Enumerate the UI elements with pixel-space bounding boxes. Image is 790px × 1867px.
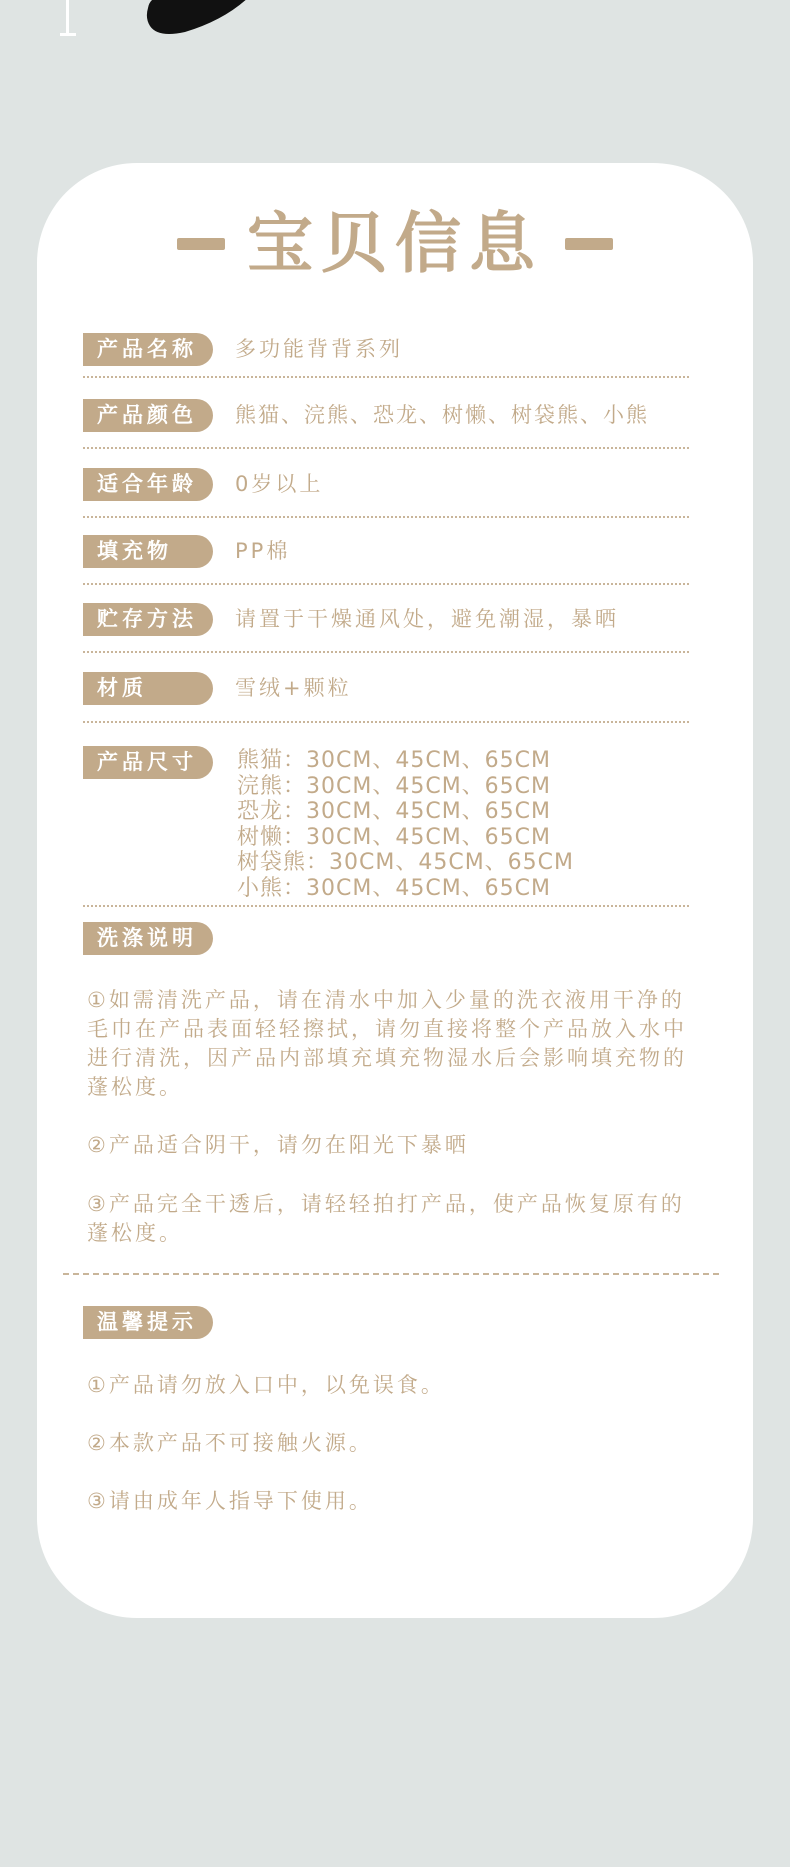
top-decoration bbox=[0, 0, 790, 60]
title-dash-right bbox=[565, 238, 613, 250]
row-value: 多功能背背系列 bbox=[235, 337, 403, 361]
row-label: 产品名称 bbox=[83, 333, 213, 366]
row-divider bbox=[83, 905, 689, 907]
tips-label: 温馨提示 bbox=[83, 1306, 213, 1339]
row-divider bbox=[83, 447, 689, 449]
size-line: 浣熊：30CM、45CM、65CM bbox=[237, 773, 552, 799]
row-label: 贮存方法 bbox=[83, 603, 213, 636]
size-list bbox=[237, 748, 574, 901]
size-line: 小熊：30CM、45CM、65CM bbox=[237, 875, 552, 901]
row-label: 产品尺寸 bbox=[83, 746, 213, 779]
row-label: 填充物 bbox=[83, 535, 213, 568]
washing-item: ②产品适合阴干，请勿在阳光下暴晒 bbox=[87, 1133, 469, 1157]
info-card bbox=[37, 163, 753, 1618]
row-value: 熊猫、浣熊、恐龙、树懒、树袋熊、小熊 bbox=[235, 403, 649, 427]
tips-item: ①产品请勿放入口中，以免误食。 bbox=[87, 1373, 445, 1397]
row-value: 0岁以上 bbox=[235, 472, 324, 496]
row-label: 适合年龄 bbox=[83, 468, 213, 501]
row-divider bbox=[83, 516, 689, 518]
row-label: 材质 bbox=[83, 672, 213, 705]
size-line: 树懒：30CM、45CM、65CM bbox=[237, 824, 552, 850]
size-line: 树袋熊：30CM、45CM、65CM bbox=[237, 850, 575, 875]
tips-item: ②本款产品不可接触火源。 bbox=[87, 1431, 373, 1455]
tips-item: ③请由成年人指导下使用。 bbox=[87, 1489, 373, 1513]
row-label: 产品颜色 bbox=[83, 399, 213, 432]
row-divider bbox=[83, 721, 689, 723]
row-value: 请置于干燥通风处，避免潮湿，暴晒 bbox=[235, 607, 619, 631]
washing-item: ③产品完全干透后，请轻轻拍打产品，使产品恢复原有的蓬松度。 bbox=[87, 1192, 685, 1245]
page-title: 宝贝信息 bbox=[247, 205, 543, 282]
size-line: 熊猫：30CM、45CM、65CM bbox=[237, 748, 552, 773]
title-dash-left bbox=[177, 238, 225, 250]
row-divider bbox=[83, 651, 689, 653]
section-divider bbox=[63, 1273, 719, 1275]
card-title bbox=[37, 199, 753, 289]
row-divider bbox=[83, 376, 689, 378]
washing-item: ①如需清洗产品，请在清水中加入少量的洗衣液用干净的毛巾在产品表面轻轻擦拭，请勿直接将整个产品放入水中进行清洗，因产品内部填充填充物湿水后会影响填充物的蓬松度。 bbox=[87, 988, 687, 1099]
washing-label: 洗涤说明 bbox=[83, 922, 213, 955]
row-divider bbox=[83, 583, 689, 585]
row-value: 雪绒+颗粒 bbox=[235, 676, 352, 700]
row-value: PP棉 bbox=[235, 539, 291, 563]
size-line: 恐龙：30CM、45CM、65CM bbox=[237, 799, 552, 824]
